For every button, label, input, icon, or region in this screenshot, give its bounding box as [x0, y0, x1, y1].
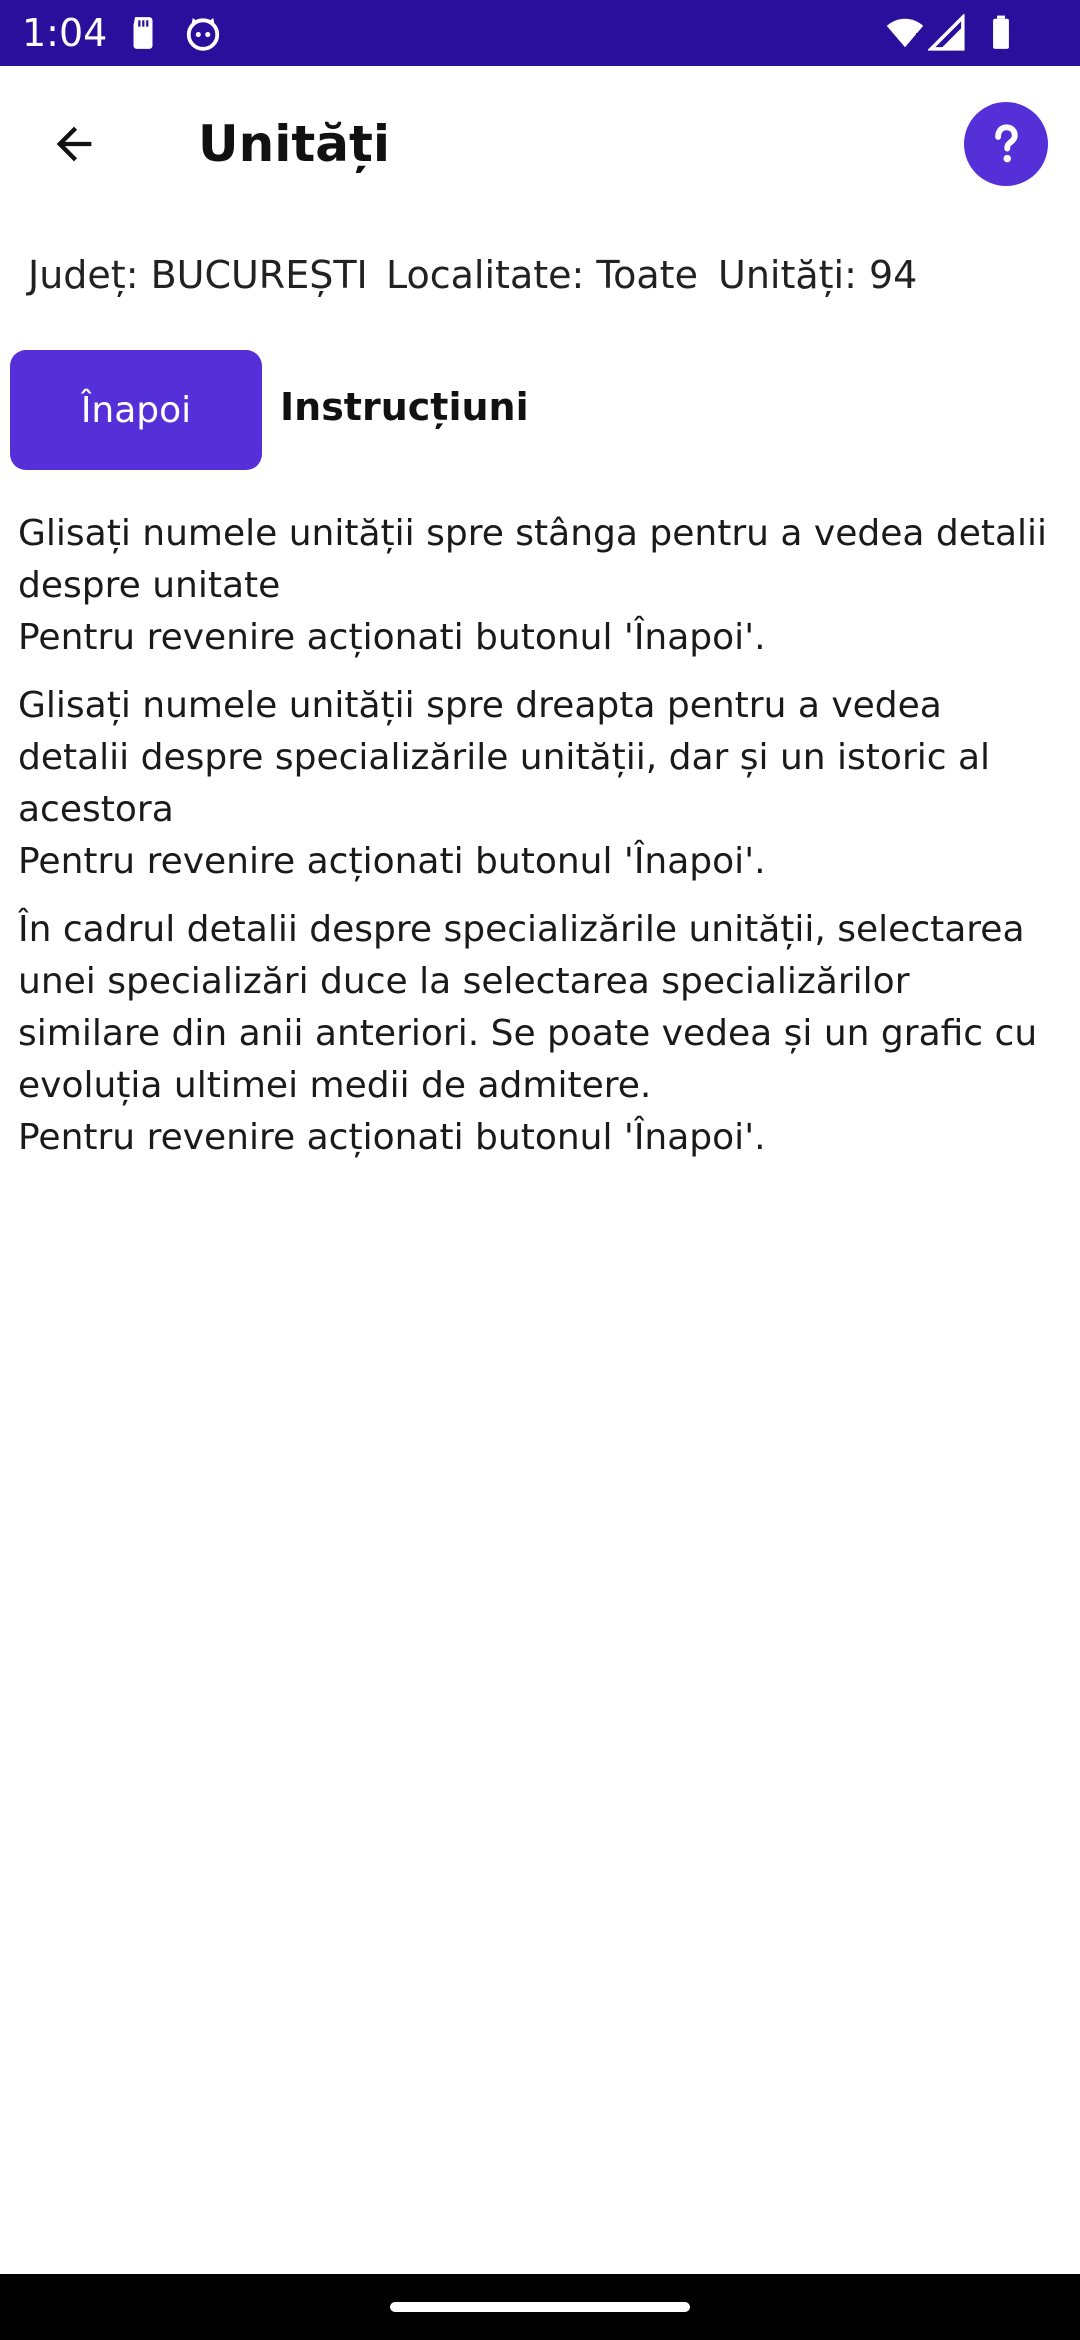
arrow-left-icon: [48, 118, 100, 170]
status-bar: [0, 0, 1080, 66]
cat-face-icon: [184, 14, 222, 52]
status-time: 1:04: [22, 11, 108, 55]
instructions-title: Instrucțiuni: [280, 385, 529, 429]
signal-icon: [928, 14, 966, 52]
help-button[interactable]: [964, 102, 1048, 186]
units-count-label: Unități: 94: [718, 253, 918, 297]
county-label: Județ: BUCUREȘTI: [28, 253, 368, 297]
instruction-paragraph: În cadrul detalii despre specializările unității, selectarea unei specializări duce la selectarea specializărilor similare din anii anteriori. Se poate vedea și un grafic cu evoluția ultimei medii de admitere. Pentru revenire acționati butonul 'Înapoi'.: [18, 909, 1038, 1158]
wifi-icon: [884, 14, 926, 52]
instruction-paragraph: Glisați numele unității spre dreapta pentru a vedea detalii despre specializările unității, dar și un istoric al acestora Pentru revenire acționati butonul 'Înapoi'.: [18, 685, 991, 882]
system-nav-bar: [0, 2274, 1080, 2340]
back-button[interactable]: [36, 106, 112, 182]
locality-label: Localitate: Toate: [386, 253, 698, 297]
instructions-text: [18, 508, 1058, 1180]
back-action-button[interactable]: Înapoi: [10, 350, 262, 470]
sd-card-icon: [124, 14, 162, 52]
home-gesture-handle[interactable]: [390, 2302, 690, 2312]
battery-icon: [982, 14, 1020, 52]
page-title: Unități: [198, 115, 391, 173]
app-bar: [0, 66, 1080, 222]
instruction-paragraph: Glisați numele unității spre stânga pentru a vedea detalii despre unitate Pentru revenire acționati butonul 'Înapoi'.: [18, 513, 1048, 658]
question-mark-icon: [981, 119, 1031, 169]
